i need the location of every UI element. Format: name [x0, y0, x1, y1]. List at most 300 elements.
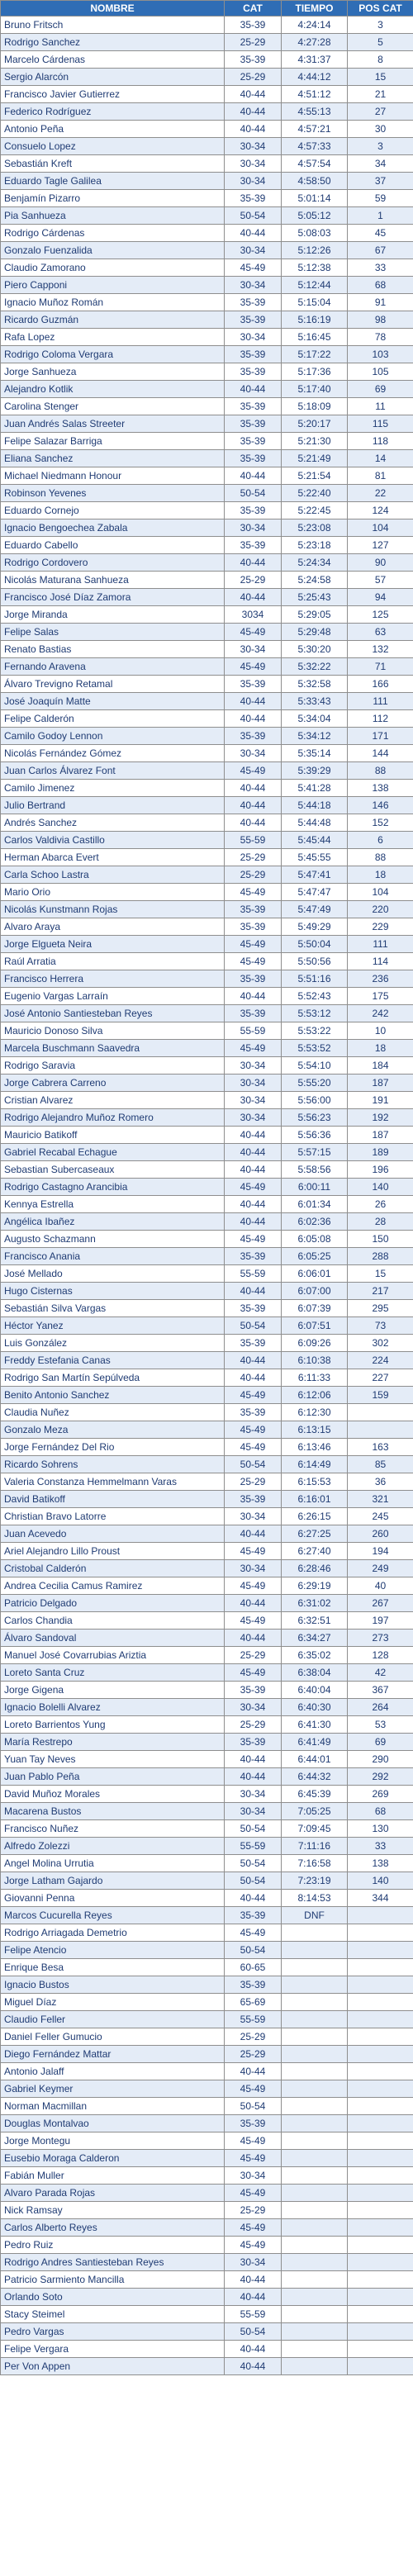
table-row: [1, 173, 413, 190]
runner-time: [282, 1942, 348, 1959]
runner-position: [348, 2098, 413, 2115]
runner-position: 118: [348, 433, 413, 450]
runner-position: [348, 2132, 413, 2150]
table-row: [1, 2306, 413, 2323]
runner-name: Felipe Calderón: [1, 710, 225, 728]
table-row: [1, 2358, 413, 2375]
runner-name: Mario Orio: [1, 884, 225, 901]
runner-position: [348, 2080, 413, 2098]
runner-position: [348, 1907, 413, 1924]
runner-name: Angélica Ibañez: [1, 1213, 225, 1231]
table-row: [1, 762, 413, 780]
runner-name: Gabriel Keymer: [1, 2080, 225, 2098]
table-row: [1, 1369, 413, 1387]
runner-time: 5:29:05: [282, 606, 348, 624]
runner-name: Raúl Arratia: [1, 953, 225, 970]
table-row: [1, 2202, 413, 2219]
runner-category: 35-39: [225, 1335, 282, 1352]
table-row: [1, 728, 413, 745]
runner-position: 224: [348, 1352, 413, 1369]
table-row: [1, 2080, 413, 2098]
runner-name: Alvaro Araya: [1, 918, 225, 936]
runner-name: Jorge Cabrera Carreno: [1, 1075, 225, 1092]
runner-position: 18: [348, 866, 413, 884]
runner-position: 124: [348, 502, 413, 519]
runner-position: 98: [348, 311, 413, 329]
runner-category: 35-39: [225, 51, 282, 69]
table-row: [1, 1161, 413, 1179]
runner-category: 35-39: [225, 190, 282, 207]
runner-name: Felipe Vergara: [1, 2341, 225, 2358]
runner-time: 6:40:30: [282, 1699, 348, 1716]
runner-category: 30-34: [225, 2167, 282, 2185]
runner-time: 6:34:27: [282, 1630, 348, 1647]
runner-name: Jorge Latham Gajardo: [1, 1872, 225, 1890]
runner-time: 7:05:25: [282, 1803, 348, 1820]
runner-position: 166: [348, 676, 413, 693]
runner-category: 45-49: [225, 1439, 282, 1456]
runner-position: 45: [348, 225, 413, 242]
runner-category: 30-34: [225, 1092, 282, 1109]
table-row: [1, 1456, 413, 1473]
runner-position: 138: [348, 1855, 413, 1872]
runner-category: 40-44: [225, 554, 282, 572]
runner-category: 40-44: [225, 1630, 282, 1647]
runner-position: 5: [348, 34, 413, 51]
runner-position: [348, 1959, 413, 1976]
runner-time: 5:44:48: [282, 814, 348, 832]
runner-time: 6:16:01: [282, 1491, 348, 1508]
table-row: [1, 433, 413, 450]
runner-time: 6:12:06: [282, 1387, 348, 1404]
runner-name: Álvaro Sandoval: [1, 1630, 225, 1647]
table-row: [1, 2254, 413, 2271]
runner-category: 30-34: [225, 1560, 282, 1577]
runner-position: 42: [348, 1664, 413, 1682]
runner-time: 5:08:03: [282, 225, 348, 242]
runner-time: 5:16:19: [282, 311, 348, 329]
table-row: [1, 1109, 413, 1127]
runner-time: [282, 2323, 348, 2341]
runner-time: 6:14:49: [282, 1456, 348, 1473]
runner-position: 36: [348, 1473, 413, 1491]
runner-name: Hugo Cisternas: [1, 1283, 225, 1300]
runner-category: 30-34: [225, 1786, 282, 1803]
runner-name: Claudio Zamorano: [1, 259, 225, 277]
runner-time: 5:21:30: [282, 433, 348, 450]
runner-category: 45-49: [225, 259, 282, 277]
runner-category: 45-49: [225, 1664, 282, 1682]
runner-position: 26: [348, 1196, 413, 1213]
runner-time: 5:17:22: [282, 346, 348, 363]
runner-name: Rodrigo Alejandro Muñoz Romero: [1, 1109, 225, 1127]
runner-category: 40-44: [225, 1283, 282, 1300]
runner-name: Nicolás Fernández Gómez: [1, 745, 225, 762]
runner-time: [282, 2271, 348, 2289]
runner-time: [282, 2098, 348, 2115]
runner-position: [348, 2011, 413, 2028]
runner-category: 25-29: [225, 2202, 282, 2219]
runner-category: 40-44: [225, 1127, 282, 1144]
runner-position: 150: [348, 1231, 413, 1248]
runner-category: 35-39: [225, 433, 282, 450]
runner-category: 40-44: [225, 1525, 282, 1543]
table-row: [1, 1473, 413, 1491]
runner-time: [282, 2132, 348, 2150]
runner-name: Miguel Díaz: [1, 1994, 225, 2011]
runner-position: [348, 2237, 413, 2254]
runner-position: 18: [348, 1040, 413, 1057]
runner-time: 6:38:04: [282, 1664, 348, 1682]
table-row: [1, 918, 413, 936]
table-row: [1, 832, 413, 849]
runner-name: Eduardo Tagle Galilea: [1, 173, 225, 190]
runner-position: [348, 2028, 413, 2046]
runner-time: [282, 2150, 348, 2167]
runner-name: Patricio Delgado: [1, 1595, 225, 1612]
runner-time: 5:53:52: [282, 1040, 348, 1057]
runner-name: Carlos Alberto Reyes: [1, 2219, 225, 2237]
runner-position: 85: [348, 1456, 413, 1473]
runner-position: 194: [348, 1543, 413, 1560]
runner-time: 7:16:58: [282, 1855, 348, 1872]
runner-time: [282, 2167, 348, 2185]
runner-time: DNF: [282, 1907, 348, 1924]
runner-category: 45-49: [225, 1387, 282, 1404]
runner-category: 30-34: [225, 329, 282, 346]
runner-category: 45-49: [225, 2132, 282, 2150]
runner-time: 5:21:54: [282, 467, 348, 485]
runner-position: 111: [348, 693, 413, 710]
runner-name: Antonio Peña: [1, 121, 225, 138]
runner-time: [282, 2046, 348, 2063]
table-row: [1, 606, 413, 624]
runner-position: 128: [348, 1647, 413, 1664]
runner-category: 30-34: [225, 641, 282, 658]
runner-category: 45-49: [225, 884, 282, 901]
runner-name: Macarena Bustos: [1, 1803, 225, 1820]
table-row: [1, 259, 413, 277]
runner-name: Fernando Aravena: [1, 658, 225, 676]
runner-name: María Restrepo: [1, 1734, 225, 1751]
runner-time: 6:11:33: [282, 1369, 348, 1387]
runner-time: 5:16:45: [282, 329, 348, 346]
runner-time: 6:26:15: [282, 1508, 348, 1525]
runner-name: David Muñoz Morales: [1, 1786, 225, 1803]
runner-category: 45-49: [225, 624, 282, 641]
runner-category: 40-44: [225, 2358, 282, 2375]
runner-position: [348, 2219, 413, 2237]
runner-position: 197: [348, 1612, 413, 1630]
runner-name: Kennya Estrella: [1, 1196, 225, 1213]
table-row: [1, 450, 413, 467]
runner-name: Federico Rodríguez: [1, 103, 225, 121]
runner-name: Eduardo Cabello: [1, 537, 225, 554]
runner-category: 35-39: [225, 676, 282, 693]
runner-category: 25-29: [225, 1647, 282, 1664]
runner-category: 40-44: [225, 1213, 282, 1231]
runner-time: 6:31:02: [282, 1595, 348, 1612]
runner-name: Loreto Santa Cruz: [1, 1664, 225, 1682]
runner-time: 4:55:13: [282, 103, 348, 121]
runner-time: 6:10:38: [282, 1352, 348, 1369]
table-row: [1, 1630, 413, 1647]
runner-category: 25-29: [225, 849, 282, 866]
runner-time: 6:44:01: [282, 1751, 348, 1768]
runner-position: 15: [348, 1265, 413, 1283]
table-row: [1, 1734, 413, 1751]
table-row: [1, 1595, 413, 1612]
runner-category: 50-54: [225, 485, 282, 502]
table-row: [1, 1092, 413, 1109]
runner-time: 6:09:26: [282, 1335, 348, 1352]
runner-time: [282, 2011, 348, 2028]
runner-category: 30-34: [225, 519, 282, 537]
runner-time: 4:58:50: [282, 173, 348, 190]
runner-name: Nicolás Kunstmann Rojas: [1, 901, 225, 918]
runner-category: 40-44: [225, 693, 282, 710]
table-row: [1, 1248, 413, 1265]
runner-category: 40-44: [225, 1196, 282, 1213]
runner-position: 68: [348, 277, 413, 294]
runner-time: [282, 2080, 348, 2098]
runner-category: 30-34: [225, 1803, 282, 1820]
table-row: [1, 519, 413, 537]
runner-category: 55-59: [225, 1265, 282, 1283]
runner-name: Norman Macmillan: [1, 2098, 225, 2115]
runner-category: 45-49: [225, 2150, 282, 2167]
runner-position: 112: [348, 710, 413, 728]
table-row: [1, 2063, 413, 2080]
table-row: [1, 936, 413, 953]
table-row: [1, 329, 413, 346]
header-row: [1, 1, 413, 17]
runner-position: [348, 1404, 413, 1421]
runner-category: 45-49: [225, 2185, 282, 2202]
runner-name: José Joaquín Matte: [1, 693, 225, 710]
runner-name: Orlando Soto: [1, 2289, 225, 2306]
runner-name: Loreto Barrientos Yung: [1, 1716, 225, 1734]
runner-category: 40-44: [225, 1144, 282, 1161]
table-row: [1, 554, 413, 572]
runner-name: Carolina Stenger: [1, 398, 225, 415]
runner-time: 5:56:36: [282, 1127, 348, 1144]
runner-category: 35-39: [225, 450, 282, 467]
runner-position: 236: [348, 970, 413, 988]
runner-name: Fabián Muller: [1, 2167, 225, 2185]
runner-position: 73: [348, 1317, 413, 1335]
runner-name: Jorge Fernández Del Rio: [1, 1439, 225, 1456]
runner-time: 6:02:36: [282, 1213, 348, 1231]
runner-time: 6:07:51: [282, 1317, 348, 1335]
runner-position: 103: [348, 346, 413, 363]
runner-position: [348, 2341, 413, 2358]
runner-name: David Batikoff: [1, 1491, 225, 1508]
runner-position: [348, 2167, 413, 2185]
runner-category: 55-59: [225, 1022, 282, 1040]
table-row: [1, 1300, 413, 1317]
runner-position: 57: [348, 572, 413, 589]
runner-time: 6:07:39: [282, 1300, 348, 1317]
table-row: [1, 1682, 413, 1699]
table-row: [1, 69, 413, 86]
runner-position: 1: [348, 207, 413, 225]
runner-position: 30: [348, 121, 413, 138]
table-row: [1, 1283, 413, 1300]
table-row: [1, 2271, 413, 2289]
runner-time: 5:34:04: [282, 710, 348, 728]
runner-position: 69: [348, 1734, 413, 1751]
runner-category: 45-49: [225, 1543, 282, 1560]
runner-time: 5:24:34: [282, 554, 348, 572]
table-row: [1, 346, 413, 363]
runner-category: 30-34: [225, 277, 282, 294]
table-row: [1, 502, 413, 519]
runner-name: Bruno Fritsch: [1, 17, 225, 34]
runner-time: [282, 2063, 348, 2080]
runner-time: 6:06:01: [282, 1265, 348, 1283]
runner-name: Rodrigo Cárdenas: [1, 225, 225, 242]
runner-position: 127: [348, 537, 413, 554]
runner-category: 30-34: [225, 1109, 282, 1127]
runner-name: Ricardo Guzmán: [1, 311, 225, 329]
runner-time: 5:53:22: [282, 1022, 348, 1040]
runner-category: 45-49: [225, 1577, 282, 1595]
runner-time: 5:54:10: [282, 1057, 348, 1075]
runner-name: Renato Bastias: [1, 641, 225, 658]
table-row: [1, 1838, 413, 1855]
runner-time: 6:27:25: [282, 1525, 348, 1543]
runner-time: 5:15:04: [282, 294, 348, 311]
runner-time: 4:24:14: [282, 17, 348, 34]
runner-name: Daniel Feller Gumucio: [1, 2028, 225, 2046]
runner-name: Freddy Estefania Canas: [1, 1352, 225, 1369]
runner-category: 45-49: [225, 953, 282, 970]
table-row: [1, 2289, 413, 2306]
runner-category: 35-39: [225, 901, 282, 918]
runner-position: 68: [348, 1803, 413, 1820]
runner-position: 184: [348, 1057, 413, 1075]
runner-category: 40-44: [225, 2271, 282, 2289]
runner-time: 5:25:43: [282, 589, 348, 606]
runner-name: Rodrigo Coloma Vergara: [1, 346, 225, 363]
runner-time: 5:39:29: [282, 762, 348, 780]
runner-position: 159: [348, 1387, 413, 1404]
runner-category: 30-34: [225, 173, 282, 190]
runner-position: 40: [348, 1577, 413, 1595]
runner-position: 264: [348, 1699, 413, 1716]
runner-position: 14: [348, 450, 413, 467]
runner-category: 35-39: [225, 2115, 282, 2132]
runner-category: 30-34: [225, 155, 282, 173]
table-row: [1, 2046, 413, 2063]
runner-name: Giovanni Penna: [1, 1890, 225, 1907]
runner-name: Enrique Besa: [1, 1959, 225, 1976]
table-row: [1, 1525, 413, 1543]
runner-time: [282, 2202, 348, 2219]
runner-position: 11: [348, 398, 413, 415]
table-row: [1, 1075, 413, 1092]
runner-time: 5:57:15: [282, 1144, 348, 1161]
table-row: [1, 1196, 413, 1213]
table-row: [1, 242, 413, 259]
runner-name: Alfredo Zolezzi: [1, 1838, 225, 1855]
runner-name: Ariel Alejandro Lillo Proust: [1, 1543, 225, 1560]
runner-time: 5:58:56: [282, 1161, 348, 1179]
runner-category: 50-54: [225, 1456, 282, 1473]
runner-name: Pedro Ruiz: [1, 2237, 225, 2254]
runner-name: Consuelo Lopez: [1, 138, 225, 155]
runner-name: Rodrigo Andres Santiesteban Reyes: [1, 2254, 225, 2271]
runner-time: 5:17:40: [282, 381, 348, 398]
header-position: POS CAT: [348, 1, 413, 17]
runner-position: 292: [348, 1768, 413, 1786]
runner-time: 5:05:12: [282, 207, 348, 225]
runner-time: 5:45:44: [282, 832, 348, 849]
runner-time: 6:28:46: [282, 1560, 348, 1577]
table-row: [1, 311, 413, 329]
table-row: [1, 103, 413, 121]
runner-position: 227: [348, 1369, 413, 1387]
table-row: [1, 797, 413, 814]
runner-name: Rodrigo San Martín Sepúlveda: [1, 1369, 225, 1387]
table-row: [1, 1716, 413, 1734]
table-row: [1, 572, 413, 589]
runner-name: Camilo Godoy Lennon: [1, 728, 225, 745]
runner-name: Rafa Lopez: [1, 329, 225, 346]
runner-name: Sebastián Kreft: [1, 155, 225, 173]
runner-name: Rodrigo Sanchez: [1, 34, 225, 51]
runner-name: Jorge Montegu: [1, 2132, 225, 2150]
runner-name: Michael Niedmann Honour: [1, 467, 225, 485]
runner-position: 140: [348, 1872, 413, 1890]
table-row: [1, 138, 413, 155]
runner-name: Sebastián Silva Vargas: [1, 1300, 225, 1317]
runner-category: 35-39: [225, 415, 282, 433]
table-row: [1, 17, 413, 34]
runner-time: 5:50:56: [282, 953, 348, 970]
table-row: [1, 467, 413, 485]
runner-category: 40-44: [225, 1369, 282, 1387]
runner-category: 45-49: [225, 2237, 282, 2254]
runner-position: [348, 2185, 413, 2202]
runner-time: [282, 2306, 348, 2323]
runner-position: 59: [348, 190, 413, 207]
runner-category: 35-39: [225, 1300, 282, 1317]
runner-position: 267: [348, 1595, 413, 1612]
runner-position: [348, 2306, 413, 2323]
runner-position: 3: [348, 138, 413, 155]
runner-time: 4:51:12: [282, 86, 348, 103]
runner-category: 55-59: [225, 2011, 282, 2028]
table-row: [1, 2098, 413, 2115]
runner-time: 6:29:19: [282, 1577, 348, 1595]
runner-position: [348, 2271, 413, 2289]
runner-time: [282, 2115, 348, 2132]
table-row: [1, 1959, 413, 1976]
runner-name: Francisco José Díaz Zamora: [1, 589, 225, 606]
runner-position: 104: [348, 884, 413, 901]
runner-position: [348, 2115, 413, 2132]
table-row: [1, 1352, 413, 1369]
runner-category: 55-59: [225, 1838, 282, 1855]
runner-time: 5:17:36: [282, 363, 348, 381]
table-row: [1, 1872, 413, 1890]
runner-category: 35-39: [225, 1907, 282, 1924]
runner-name: Juan Pablo Peña: [1, 1768, 225, 1786]
runner-time: [282, 2358, 348, 2375]
runner-time: [282, 2219, 348, 2237]
